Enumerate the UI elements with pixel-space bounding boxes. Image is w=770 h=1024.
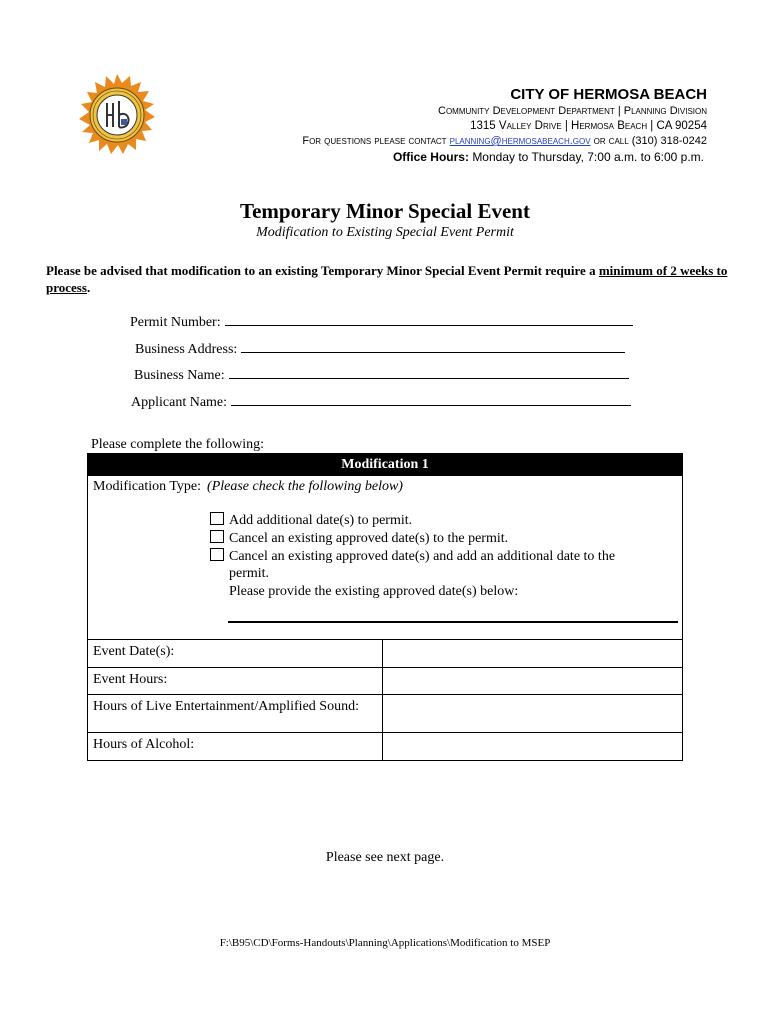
address-line: 1315 Valley Drive | Hermosa Beach | CA 90254 [470, 120, 707, 132]
department-line: Community Development Department | Planning Division [438, 105, 707, 117]
event-dates-label: Event Date(s): [88, 640, 383, 667]
cancel-and-add-checkbox[interactable] [210, 548, 224, 561]
option-cancel-and-add[interactable] [210, 548, 615, 565]
contact-email-link[interactable]: planning@hermosabeach.gov [449, 135, 591, 147]
office-hours [393, 150, 704, 164]
event-dates-input[interactable] [383, 640, 682, 667]
cancel-dates-checkbox[interactable] [210, 530, 224, 543]
cancel-dates-label: Cancel an existing approved date(s) to the permit. [229, 531, 509, 546]
table-row [88, 668, 682, 695]
business-address-label: Business Address: [135, 342, 238, 357]
event-hours-label: Event Hours: [88, 668, 383, 694]
business-address-field[interactable] [135, 339, 625, 358]
office-hours-value: Monday to Thursday, 7:00 a.m. to 6:00 p.m. [472, 150, 704, 164]
city-seal-logo [76, 74, 158, 156]
modification-heading: Modification 1 [88, 454, 682, 476]
option-cancel-dates[interactable] [210, 530, 508, 547]
permit-number-label: Permit Number: [130, 315, 221, 330]
modification-type-hint: (Please check the following below) [207, 479, 403, 494]
business-name-field[interactable] [134, 365, 629, 384]
existing-dates-input-line[interactable] [228, 621, 678, 623]
contact-line [302, 135, 707, 147]
cancel-and-add-label: Cancel an existing approved date(s) and add an additional date to the [229, 549, 616, 564]
applicant-name-input[interactable] [231, 392, 631, 406]
see-next-page: Please see next page. [325, 850, 445, 865]
add-dates-checkbox[interactable] [210, 512, 224, 525]
provide-dates-text: Please provide the existing approved date(s) below: [229, 584, 519, 599]
event-hours-input[interactable] [383, 668, 682, 694]
modification-type-label [93, 479, 403, 495]
form-subtitle: Modification to Existing Special Event Permit [256, 225, 514, 240]
table-row [88, 640, 682, 668]
notice-emphasis: minimum of 2 weeks to process [46, 263, 728, 295]
modification-type-text: Modification Type: [93, 479, 202, 494]
city-name: CITY OF HERMOSA BEACH [510, 86, 707, 103]
notice-end: . [86, 280, 91, 295]
live-entertainment-label: Hours of Live Entertainment/Amplified Sound: [88, 695, 383, 732]
applicant-name-field[interactable] [131, 392, 631, 411]
contact-or-call: or call [593, 135, 629, 147]
form-title: Temporary Minor Special Event [240, 199, 530, 223]
table-row [88, 695, 682, 733]
business-name-input[interactable] [229, 365, 629, 379]
add-dates-label: Add additional date(s) to permit. [229, 513, 413, 528]
office-hours-label: Office Hours: [392, 150, 469, 164]
seal-sunburst [79, 74, 155, 154]
option-add-dates[interactable] [210, 512, 412, 529]
business-address-input[interactable] [241, 339, 625, 353]
business-name-label: Business Name: [134, 368, 225, 383]
file-path-footer: F:\B95\CD\Forms-Handouts\Planning\Applications\Modification to MSEP [219, 937, 551, 949]
permit-number-input[interactable] [225, 312, 633, 326]
permit-number-field[interactable] [130, 312, 633, 331]
alcohol-hours-input[interactable] [383, 733, 682, 760]
notice-text: Please be advised that modification to an existing Temporary Minor Special Event Permit require a [46, 263, 599, 278]
modification-type-section [88, 476, 682, 640]
instructions-text: Please complete the following: [91, 437, 265, 452]
alcohol-hours-label: Hours of Alcohol: [88, 733, 383, 760]
processing-notice [46, 262, 736, 296]
applicant-name-label: Applicant Name: [131, 395, 228, 410]
modification-table [87, 453, 683, 761]
cancel-and-add-label-cont: permit. [229, 566, 270, 581]
live-entertainment-input[interactable] [383, 695, 682, 732]
contact-phone: (310) 318-0242 [631, 135, 707, 147]
contact-prefix: For questions please contact [302, 135, 447, 147]
table-row [88, 733, 682, 760]
